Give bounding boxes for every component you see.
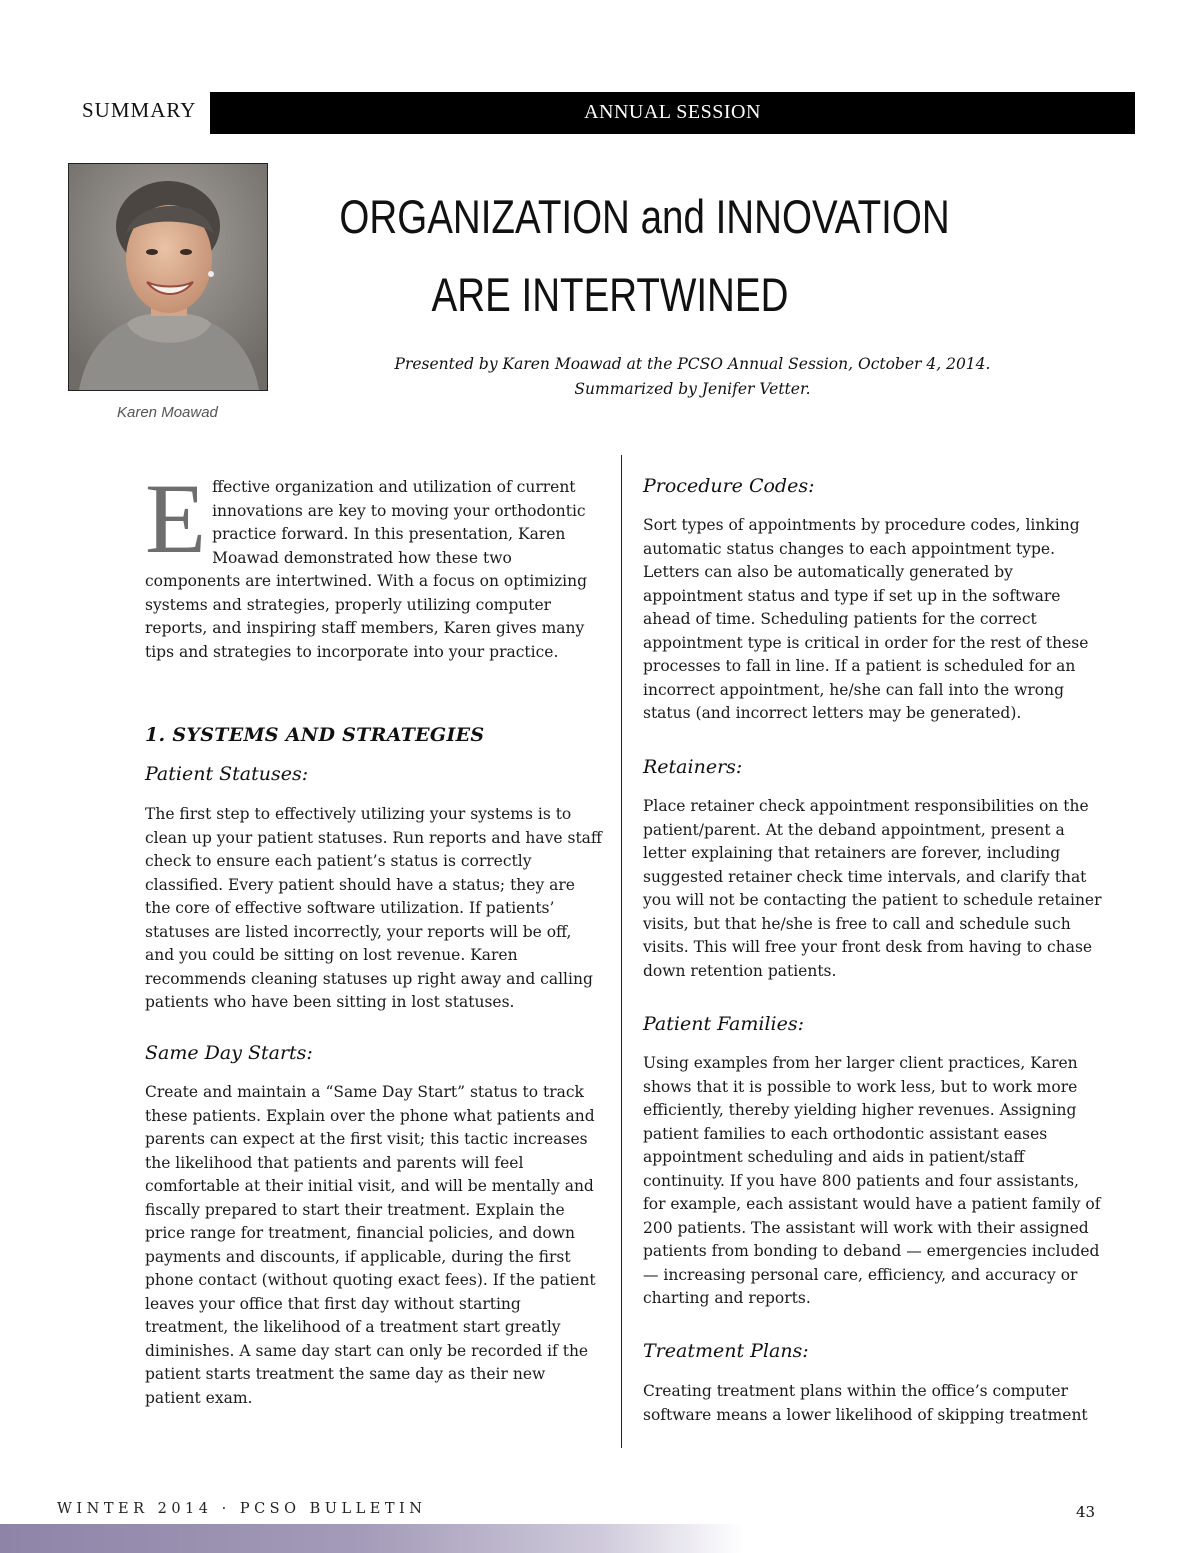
byline-presented: Presented by Karen Moawad at the PCSO Annual Session, October 4, 2014. <box>394 355 991 373</box>
title-line-2: ARE INTERTWINED <box>431 268 789 321</box>
title-line-1: ORGANIZATION and INNOVATION <box>339 190 950 243</box>
header-bar <box>210 92 1135 134</box>
treatment-plans-text <box>643 1380 1105 1427</box>
section-heading-systems: 1. SYSTEMS AND STRATEGIES <box>145 724 485 746</box>
subheading-treatment-plans: Treatment Plans: <box>643 1340 809 1362</box>
subheading-patient-families: Patient Families: <box>643 1013 804 1035</box>
subheading-same-day-starts: Same Day Starts: <box>145 1042 313 1064</box>
publication-footer: WINTER 2014 · PCSO BULLETIN <box>57 1501 427 1517</box>
column-divider <box>621 455 622 1448</box>
procedure-codes-text <box>643 514 1105 726</box>
drop-cap: E <box>145 463 207 574</box>
same-day-starts-paragraph: Create and maintain a “Same Day Start” status to track these patients. Explain over the phone what patients and parents can expect at the first visit; this tactic increases the likelihood that patients and parents will feel comfortable at their initial visit, and will be mentally and fiscally prepared to start their treatment. Explain the price range for treatment, financial policies, and down payments and discounts, if applicable, during the first phone contact (without quoting exact fees). If the patient leaves your office that first day without starting treatment, the likelihood of a treatment start greatly diminishes. A same day start can only be recorded if the patient starts treatment the same day as their new patient exam. <box>145 1083 596 1407</box>
intro-paragraph <box>145 463 600 664</box>
patient-statuses-text <box>145 803 603 1015</box>
page-number: 43 <box>1076 1503 1096 1521</box>
patient-families-text <box>643 1052 1105 1311</box>
retainers-text <box>643 795 1105 983</box>
subheading-retainers: Retainers: <box>643 756 743 778</box>
header-bar-label: ANNUAL SESSION <box>584 101 761 123</box>
section-label: SUMMARY <box>82 98 197 122</box>
subheading-procedure-codes: Procedure Codes: <box>643 475 815 497</box>
article-title <box>339 178 950 334</box>
treatment-plans-paragraph: Creating treatment plans within the office’s computer software means a lower likelihood of skipping treatment <box>643 1382 1088 1424</box>
retainers-paragraph: Place retainer check appointment responsibilities on the patient/parent. At the deband appointment, present a letter explaining that retainers are forever, including suggested retainer check time intervals, and clarify that you will not be contacting the patient to schedule retainer visits, but that he/she is free to call and schedule such visits. This will free your front desk from having to chase down retention patients. <box>643 797 1102 980</box>
photo-caption: Karen Moawad <box>117 404 218 421</box>
same-day-starts-text <box>145 1081 603 1410</box>
footer-gradient-bar <box>0 1524 1200 1553</box>
patient-statuses-paragraph: The first step to effectively utilizing your systems is to clean up your patient statuses. Run reports and have staff check to ensure each patient’s status is correctly classified. Every patient should have a status; they are the core of effective software utilization. If patients’ statuses are listed incorrectly, your reports will be off, and you could be sitting on lost revenue. Karen recommends cleaning statuses up right away and calling patients who have been sitting in lost statuses. <box>145 805 602 1011</box>
intro-text: ffective organization and utilization of current innovations are key to moving your orthodontic practice forward. In this presentation, Karen Moawad demonstrated how these two components are intertwined. With a focus on optimizing systems and strategies, properly utilizing computer reports, and inspiring staff members, Karen gives many tips and strategies to incorporate into your practice. <box>145 478 587 661</box>
byline-summarized: Summarized by Jenifer Vetter. <box>574 380 811 398</box>
byline <box>380 352 1005 402</box>
subheading-patient-statuses: Patient Statuses: <box>145 763 309 785</box>
speaker-photo <box>68 163 268 391</box>
patient-families-paragraph: Using examples from her larger client practices, Karen shows that it is possible to work less, but to work more efficiently, thereby yielding higher revenues. Assigning patient families to each orthodontic assistant eases appointment scheduling and aids in patient/staff continuity. If you have 800 patients and four assistants, for example, each assistant would have a patient family of 200 patients. The assistant will work with their assigned patients from bonding to deband — emergencies included — increasing personal care, efficiency, and accuracy or charting and reports. <box>643 1054 1101 1307</box>
procedure-codes-paragraph: Sort types of appointments by procedure codes, linking automatic status changes to each appointment type. Letters can also be automatically generated by appointment status and type if set up in the software ahead of time. Scheduling patients for the correct appointment type is critical in order for the rest of these processes to fall in line. If a patient is scheduled for an incorrect appointment, he/she can fall into the wrong status (and incorrect letters may be generated). <box>643 516 1089 722</box>
